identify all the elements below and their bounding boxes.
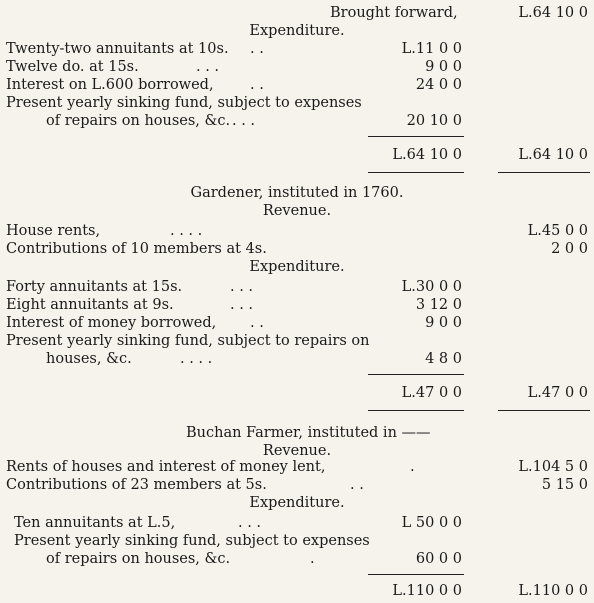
item-amount: 2 0 0 <box>551 241 588 257</box>
item-label: of repairs on houses, &c. <box>46 551 231 567</box>
leader-dots: . . . <box>230 279 254 295</box>
item-label: Rents of houses and interest of money lent, <box>6 459 326 475</box>
total-rule <box>498 410 590 411</box>
total-row <box>0 582 594 600</box>
subtotal-rule <box>368 374 464 375</box>
total-row <box>0 146 594 164</box>
total-left: L.110 0 0 <box>392 583 462 599</box>
total-row <box>0 384 594 402</box>
ledger-row <box>0 222 594 240</box>
total-right: L.47 0 0 <box>527 385 588 401</box>
ledger-row <box>0 350 594 368</box>
ledger-row <box>0 94 594 112</box>
leader-dots: . . . <box>230 297 254 313</box>
leader-dots: . . <box>250 41 264 57</box>
leader-dots: . . <box>250 315 264 331</box>
leader-dots: . . <box>350 477 364 493</box>
item-label: Forty annuitants at 15s. <box>6 279 183 295</box>
item-amount: 60 0 0 <box>415 551 462 567</box>
leader-dots: . . . . <box>180 351 213 367</box>
brought-forward-amount: L.64 10 0 <box>518 5 588 21</box>
leader-dots: . <box>310 551 315 567</box>
item-label: Interest on L.600 borrowed, <box>6 77 214 93</box>
total-rule <box>368 410 464 411</box>
expenditure-heading: Expenditure. <box>249 495 345 511</box>
total-rule <box>368 172 464 173</box>
item-label: Eight annuitants at 9s. <box>6 297 174 313</box>
item-amount: L 50 0 0 <box>401 515 462 531</box>
ledger-row <box>0 296 594 314</box>
leader-dots: . <box>410 459 415 475</box>
item-amount: L.45 0 0 <box>527 223 588 239</box>
item-amount: L.104 5 0 <box>518 459 588 475</box>
total-right: L.110 0 0 <box>518 583 588 599</box>
item-label: Present yearly sinking fund, subject to repairs on <box>6 333 370 349</box>
total-left: L.47 0 0 <box>401 385 462 401</box>
ledger-row <box>0 240 594 258</box>
item-amount: L.30 0 0 <box>401 279 462 295</box>
subtotal-rule <box>368 136 464 137</box>
total-rule <box>498 172 590 173</box>
leader-dots: . . . . <box>170 223 203 239</box>
item-amount: 4 8 0 <box>425 351 462 367</box>
item-amount: 24 0 0 <box>415 77 462 93</box>
brought-forward-label: Brought forward, <box>330 5 458 21</box>
total-left: L.64 10 0 <box>392 147 462 163</box>
item-label: House rents, <box>6 223 101 239</box>
leader-dots: . . <box>250 77 264 93</box>
item-amount: 3 12 0 <box>415 297 462 313</box>
ledger-row <box>0 332 594 350</box>
leader-dots: . . . <box>232 113 256 129</box>
ledger-row <box>0 40 594 58</box>
ledger-row <box>0 514 594 532</box>
expenditure-heading: Expenditure. <box>249 259 345 275</box>
ledger-row <box>0 58 594 76</box>
item-label: Ten annuitants at L.5, <box>14 515 176 531</box>
item-amount: 20 10 0 <box>406 113 462 129</box>
section-title: Gardener, instituted in 1760. <box>190 185 404 201</box>
item-amount: L.11 0 0 <box>401 41 462 57</box>
section-title-row <box>0 424 594 442</box>
item-label: Twenty-two annuitants at 10s. <box>6 41 229 57</box>
revenue-heading: Revenue. <box>262 443 332 459</box>
ledger-row <box>0 550 594 568</box>
ledger-row <box>0 532 594 550</box>
ledger-row <box>0 476 594 494</box>
ledger-row <box>0 278 594 296</box>
item-amount: 9 0 0 <box>425 59 462 75</box>
item-label: Contributions of 23 members at 5s. <box>6 477 267 493</box>
section-title: Buchan Farmer, instituted in —— <box>186 425 431 441</box>
item-label: houses, &c. <box>46 351 132 367</box>
item-label: Interest of money borrowed, <box>6 315 217 331</box>
ledger-row <box>0 76 594 94</box>
revenue-heading: Revenue. <box>262 203 332 219</box>
ledger-row <box>0 314 594 332</box>
item-label: Contributions of 10 members at 4s. <box>6 241 267 257</box>
item-label: Twelve do. at 15s. <box>6 59 139 75</box>
item-label: Present yearly sinking fund, subject to expenses <box>14 533 370 549</box>
item-label: Present yearly sinking fund, subject to expenses <box>6 95 362 111</box>
item-amount: 5 15 0 <box>541 477 588 493</box>
subtotal-rule <box>368 574 464 575</box>
total-right: L.64 10 0 <box>518 147 588 163</box>
ledger-row <box>0 112 594 130</box>
expenditure-heading: Expenditure. <box>249 23 345 39</box>
leader-dots: . . . <box>196 59 220 75</box>
leader-dots: . . . <box>238 515 262 531</box>
item-label: of repairs on houses, &c. <box>46 113 231 129</box>
ledger-row <box>0 458 594 476</box>
brought-forward-row <box>0 4 594 22</box>
item-amount: 9 0 0 <box>425 315 462 331</box>
